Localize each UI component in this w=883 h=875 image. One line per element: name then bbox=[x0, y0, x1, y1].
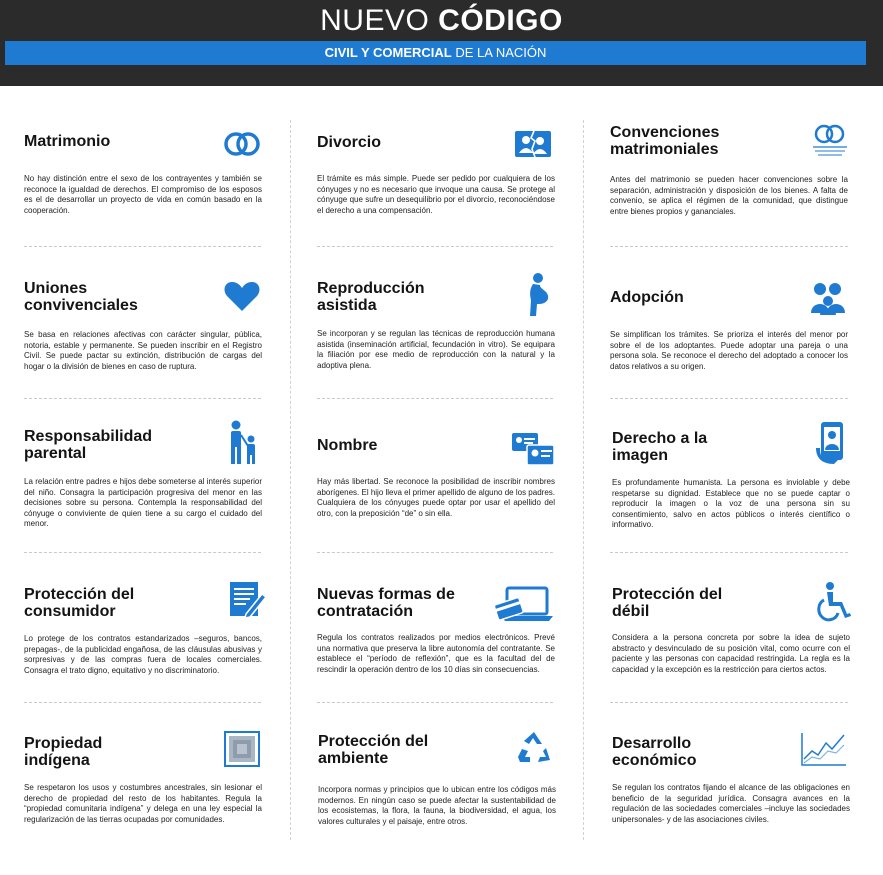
card-uniones bbox=[24, 280, 264, 420]
wheelchair-icon bbox=[816, 582, 852, 622]
card-title: Responsabilidad parental bbox=[24, 428, 153, 462]
card-title: Protección del consumidor bbox=[24, 586, 135, 620]
card-text: Antes del matrimonio se pueden hacer convenciones sobre la separación, administración y disposición de los bienes. A falta de convenio, se aplica el régimen de la comunidad, que distingue entre bienes propios y gananciales. bbox=[610, 175, 848, 216]
card-convenciones bbox=[610, 124, 850, 264]
card-text: No hay distinción entre el sexo de los contrayentes y también se reconoce la igualdad de derechos. El compromiso de los esposos es el de desarrollar un proyecto de vida en común basado en la cooperación. bbox=[24, 174, 262, 215]
growth-chart-icon bbox=[800, 731, 848, 767]
pregnant-woman-icon bbox=[518, 272, 558, 318]
card-debil bbox=[612, 586, 852, 726]
page-subtitle bbox=[5, 41, 866, 65]
card-indigena bbox=[24, 735, 264, 875]
card-ambiente bbox=[318, 733, 558, 873]
card-title: Derecho a la imagen bbox=[612, 430, 708, 464]
rings-document-icon bbox=[810, 122, 850, 162]
textile-pattern-icon bbox=[224, 731, 260, 767]
card-text: Considera a la persona concreta por sobre la idea de sujeto abstracto y desvinculado de su posición vital, como ocurre con el paciente y las personas con capacidad restringida. La regla es la capacidad y la excepción es la restricción para ciertos actos. bbox=[612, 633, 850, 674]
card-title: Divorcio bbox=[317, 134, 382, 151]
card-title: Protección del débil bbox=[612, 586, 723, 620]
phone-photo-icon bbox=[812, 420, 852, 466]
contract-pen-icon bbox=[226, 580, 266, 620]
parent-child-icon bbox=[224, 420, 264, 466]
column-divider bbox=[290, 120, 291, 840]
card-title: Desarrollo económico bbox=[612, 735, 697, 769]
card-responsabilidad bbox=[24, 428, 264, 568]
family-icon bbox=[808, 277, 848, 317]
card-text: Hay más libertad. Se reconoce la posibilidad de inscribir nombres aborígenes. El hijo lleva el primer apellido de alguno de los padres. Cualquiera de los cónyuges puede optar por usar el apellido del otro, con la preposición “de” o sin ella. bbox=[317, 477, 555, 518]
title-light: NUEVO bbox=[320, 4, 430, 37]
card-text: Se basa en relaciones afectivas con carácter singular, pública, notoria, estable y permanente. Se pueden inscribir en el Registro Civil. Se puede pactar su extinción, distribución de cargas del hogar o la división de bienes en caso de ruptura. bbox=[24, 330, 262, 371]
wedding-rings-icon bbox=[222, 123, 262, 163]
card-title: Nombre bbox=[317, 437, 378, 454]
subtitle-light: DE LA NACIÓN bbox=[455, 45, 547, 60]
card-title: Convenciones matrimoniales bbox=[610, 124, 720, 158]
card-text: Regula los contratos realizados por medios electrónicos. Prevé una normativa que preserva la libre autonomía del contratante. Se establece el “período de reflexión”, que es la facultad del de rescindir la operación dentro de los 10 días sin consecuencias. bbox=[317, 633, 555, 674]
card-reproduccion bbox=[317, 280, 557, 420]
heart-icon bbox=[222, 277, 262, 317]
card-text: Lo protege de los contratos estandarizados –seguros, bancos, prepagas-, de la publicidad engañosa, de las cláusulas abusivas y sorpresivas y de las compras fuera de locales comerciales. Consagra el trato digno, equitativo y no discriminatorio. bbox=[24, 634, 262, 675]
recycle-icon bbox=[516, 730, 552, 766]
card-desarrollo bbox=[612, 735, 852, 875]
laptop-card-icon bbox=[493, 586, 553, 622]
card-text: Se regulan los contratos fijando el alcance de las obligaciones en beneficio de la seguridad jurídica. Consagra avances en la regulación de las sociedades comerciales –incluye las sociedades unipersonales- y de las asociaciones civiles. bbox=[612, 783, 850, 824]
subtitle-bold: CIVIL Y COMERCIAL bbox=[324, 45, 452, 60]
id-cards-icon bbox=[511, 429, 555, 469]
header-banner bbox=[0, 0, 883, 86]
card-divorcio bbox=[317, 133, 557, 273]
card-title: Protección del ambiente bbox=[318, 733, 429, 767]
card-consumidor bbox=[24, 586, 264, 726]
card-text: La relación entre padres e hijos debe someterse al interés superior del niño. Consagra la participación progresiva del menor en las decisiones sobre su persona. Contempla la responsabilidad del cónyuge o conviviente de quien tiene a su cargo el cuidado del menor. bbox=[24, 477, 262, 529]
page-title bbox=[0, 4, 883, 38]
card-title: Matrimonio bbox=[24, 133, 111, 150]
subtitle-bar bbox=[5, 41, 866, 65]
card-text: Es profundamente humanista. La persona es inviolable y debe respetarse su dignidad. Establece que no se puede captar o reproducir la imagen o la voz de una persona sin su consentimiento, salvo en actos públicos o interés científico o informativo. bbox=[612, 478, 850, 530]
card-text: Se respetaron los usos y costumbres ancestrales, sin lesionar el derecho de propiedad del resto de los habitantes. Regula la “propiedad comunitaria indígena” y delega en una ley especial la regularización de las tierras ocupadas por comunidades. bbox=[24, 783, 262, 824]
card-nombre bbox=[317, 437, 557, 577]
card-title: Adopción bbox=[610, 289, 684, 306]
title-bold: CÓDIGO bbox=[438, 4, 563, 37]
card-imagen bbox=[612, 430, 852, 570]
card-text: Incorpora normas y principios que lo ubican entre los códigos más modernos. En ningún caso se puede afectar la sustentabilidad de los ecosistemas, la flora, la fauna, la biodiversidad, el agua, los valores culturales y el paisaje, entre otros. bbox=[318, 785, 556, 826]
card-matrimonio bbox=[24, 133, 264, 273]
card-title: Uniones convivenciales bbox=[24, 280, 138, 314]
card-text: Se simplifican los trámites. Se prioriza el interés del menor por sobre el de los adoptantes. Puede adoptar una pareja o una persona sola. Se reconoce el derecho del adoptado a conocer los datos relativos a su origen. bbox=[610, 330, 848, 371]
card-contratacion bbox=[317, 586, 557, 726]
card-title: Nuevas formas de contratación bbox=[317, 586, 455, 620]
column-divider bbox=[583, 120, 584, 840]
split-couple-icon bbox=[513, 123, 553, 163]
card-text: El trámite es más simple. Puede ser pedido por cualquiera de los cónyuges y no es necesario que invoque una causa. Se protege al cónyuge que sufre un desequilibrio por el divorcio, reconociéndose el derecho a una compensación. bbox=[317, 174, 555, 215]
card-title: Reproducción asistida bbox=[317, 280, 425, 314]
card-title: Propiedad indígena bbox=[24, 735, 103, 769]
card-text: Se incorporan y se regulan las técnicas de reproducción humana asistida (inseminación artificial, fecundación in vitro). Se equipara la filiación por ese medio de reproducción con la natural y la adoptiva plena. bbox=[317, 329, 555, 370]
card-adopcion bbox=[610, 289, 850, 429]
